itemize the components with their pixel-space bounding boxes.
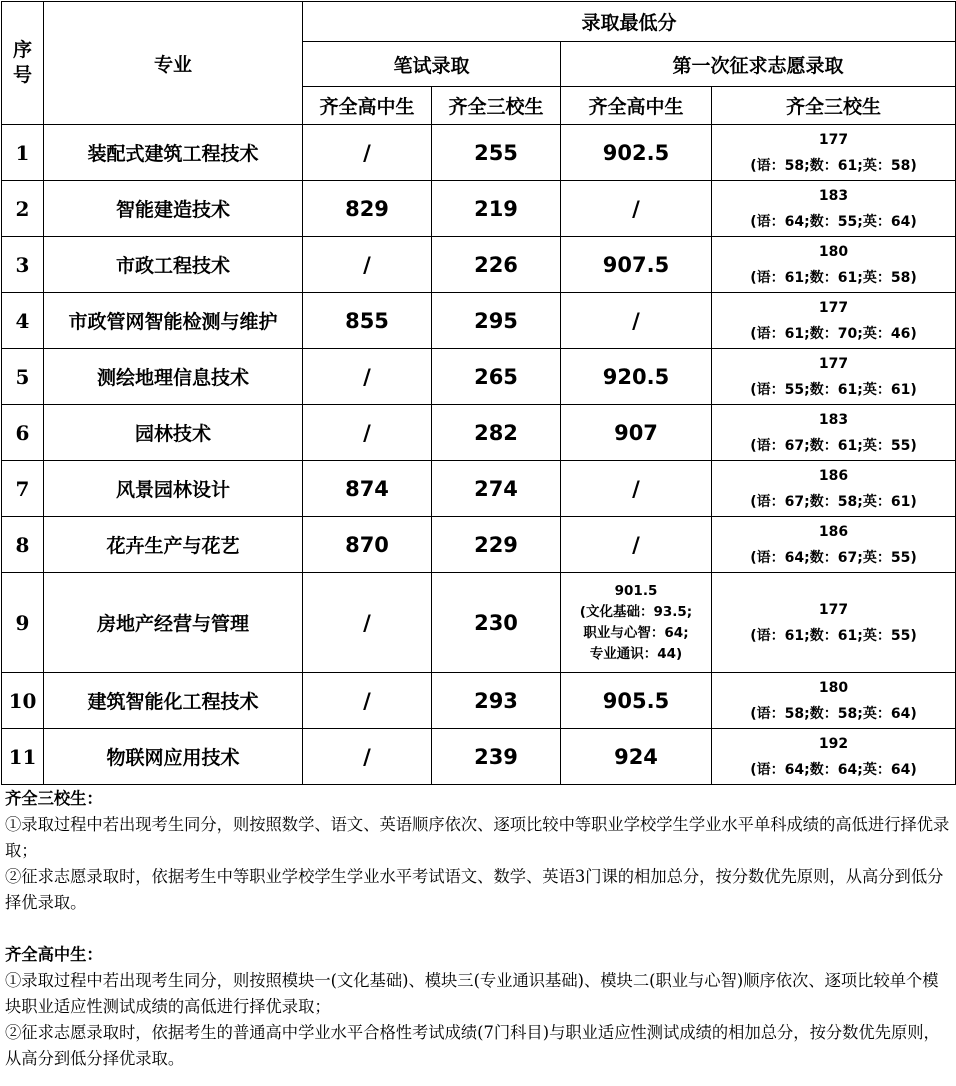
row-volunteer-three-school [712,517,956,573]
row-volunteer-three-school [712,461,956,517]
three-school-note-2: ②征求志愿录取时，依据考生中等职业学校学生学业水平考试语文、数学、英语3门课的相加总分，按分数优先原则，从高分到低分择优录取。 [5,867,944,912]
high-school-notes-title: 齐全高中生： [5,945,103,964]
row-volunteer-three-school [712,405,956,461]
table-row [2,237,956,293]
row-major: 装配式建筑工程技术 [44,125,303,181]
row-written-three-school: 265 [432,349,561,405]
table-row [2,293,956,349]
three-school-total: 177 [818,355,849,372]
three-school-total: 180 [818,243,849,260]
high-school-detail-culture: (文化基础：93.5; [579,603,693,620]
row-written-three-school: 274 [432,461,561,517]
written-admission-header: 笔试录取 [303,42,561,87]
three-school-total: 186 [818,467,849,484]
row-seq: 8 [2,517,44,573]
row-seq: 4 [2,293,44,349]
three-school-total: 183 [818,187,849,204]
three-school-total: 177 [818,299,849,316]
table-row [2,405,956,461]
row-major: 园林技术 [44,405,303,461]
notes-spacer [5,916,953,942]
three-school-total: 192 [818,735,849,752]
row-major: 花卉生产与花艺 [44,517,303,573]
row-volunteer-three-school [712,237,956,293]
col-three-school-volunteer: 齐全三校生 [712,87,956,125]
three-school-notes-title: 齐全三校生： [5,789,103,808]
notes-section [5,786,953,1072]
row-written-high-school: / [303,405,432,461]
high-school-total: 901.5 [614,582,658,599]
row-seq: 2 [2,181,44,237]
admission-score-table [1,1,956,785]
high-school-detail-general: 专业通识：44) [589,645,683,662]
table-row [2,673,956,729]
row-volunteer-high-school: 902.5 [561,125,712,181]
row-major: 风景园林设计 [44,461,303,517]
table-row [2,349,956,405]
row-seq: 5 [2,349,44,405]
col-high-school-volunteer: 齐全高中生 [561,87,712,125]
table-row [2,573,956,673]
row-seq: 7 [2,461,44,517]
row-written-three-school: 230 [432,573,561,673]
header-row-1 [2,2,956,42]
three-school-detail: (语：64;数：67;英：55) [750,549,917,566]
row-volunteer-three-school [712,125,956,181]
row-written-high-school: / [303,237,432,293]
three-school-detail: (语：64;数：55;英：64) [750,213,917,230]
high-school-note-2: ②征求志愿录取时，依据考生的普通高中学业水平合格性考试成绩(7门科目)与职业适应性测试成绩的相加总分，按分数优先原则，从高分到低分择优录取。 [5,1023,940,1068]
row-volunteer-three-school [712,729,956,785]
row-written-high-school: 855 [303,293,432,349]
row-volunteer-high-school: 907 [561,405,712,461]
three-school-total: 177 [818,131,849,148]
row-volunteer-high-school: / [561,517,712,573]
row-written-three-school: 239 [432,729,561,785]
row-volunteer-high-school [561,573,712,673]
table-row [2,125,956,181]
row-volunteer-three-school [712,673,956,729]
row-written-high-school: / [303,673,432,729]
row-written-three-school: 226 [432,237,561,293]
row-seq: 11 [2,729,44,785]
row-written-high-school: / [303,573,432,673]
min-score-header: 录取最低分 [303,2,956,42]
high-school-detail-career: 职业与心智：64; [583,624,689,641]
three-school-total: 180 [818,679,849,696]
row-written-high-school: 870 [303,517,432,573]
row-volunteer-high-school: 924 [561,729,712,785]
three-school-detail: (语：61;数：70;英：46) [750,325,917,342]
three-school-detail: (语：64;数：64;英：64) [750,761,917,778]
col-three-school-written: 齐全三校生 [432,87,561,125]
row-written-three-school: 295 [432,293,561,349]
row-written-three-school: 229 [432,517,561,573]
row-seq: 3 [2,237,44,293]
row-volunteer-high-school: / [561,461,712,517]
row-major: 市政工程技术 [44,237,303,293]
row-written-three-school: 282 [432,405,561,461]
three-school-detail: (语：67;数：58;英：61) [750,493,917,510]
first-volunteer-header: 第一次征求志愿录取 [561,42,956,87]
row-written-high-school: 874 [303,461,432,517]
major-header: 专业 [44,2,303,125]
row-volunteer-high-school: / [561,293,712,349]
col-high-school-written: 齐全高中生 [303,87,432,125]
three-school-detail: (语：61;数：61;英：55) [750,627,917,644]
row-major: 物联网应用技术 [44,729,303,785]
row-major: 房地产经营与管理 [44,573,303,673]
three-school-detail: (语：55;数：61;英：61) [750,381,917,398]
row-written-three-school: 255 [432,125,561,181]
table-row [2,729,956,785]
row-major: 测绘地理信息技术 [44,349,303,405]
row-written-three-school: 219 [432,181,561,237]
row-volunteer-high-school: 907.5 [561,237,712,293]
row-written-high-school: / [303,729,432,785]
seq-header: 序号 [2,2,44,125]
three-school-detail: (语：61;数：61;英：58) [750,269,917,286]
row-volunteer-three-school [712,293,956,349]
row-major: 智能建造技术 [44,181,303,237]
three-school-detail: (语：58;数：58;英：64) [750,705,917,722]
row-volunteer-three-school [712,573,956,673]
three-school-total: 183 [818,411,849,428]
table-row [2,461,956,517]
table-row [2,517,956,573]
row-written-high-school: / [303,349,432,405]
row-written-high-school: 829 [303,181,432,237]
row-written-high-school: / [303,125,432,181]
row-written-three-school: 293 [432,673,561,729]
row-major: 市政管网智能检测与维护 [44,293,303,349]
row-seq: 9 [2,573,44,673]
three-school-detail: (语：58;数：61;英：58) [750,157,917,174]
three-school-detail: (语：67;数：61;英：55) [750,437,917,454]
row-major: 建筑智能化工程技术 [44,673,303,729]
row-seq: 6 [2,405,44,461]
three-school-total: 186 [818,523,849,540]
table-row [2,181,956,237]
row-seq: 10 [2,673,44,729]
row-seq: 1 [2,125,44,181]
three-school-total: 177 [818,601,849,618]
row-volunteer-high-school: 920.5 [561,349,712,405]
row-volunteer-three-school [712,349,956,405]
row-volunteer-high-school: 905.5 [561,673,712,729]
row-volunteer-high-school: / [561,181,712,237]
row-volunteer-three-school [712,181,956,237]
three-school-note-1: ①录取过程中若出现考生同分，则按照数学、语文、英语顺序依次、逐项比较中等职业学校学生学业水平单科成绩的高低进行择优录取； [5,815,950,860]
high-school-note-1: ①录取过程中若出现考生同分，则按照模块一(文化基础)、模块三(专业通识基础)、模块二(职业与心智)顺序依次、逐项比较单个模块职业适应性测试成绩的高低进行择优录取； [5,971,939,1016]
